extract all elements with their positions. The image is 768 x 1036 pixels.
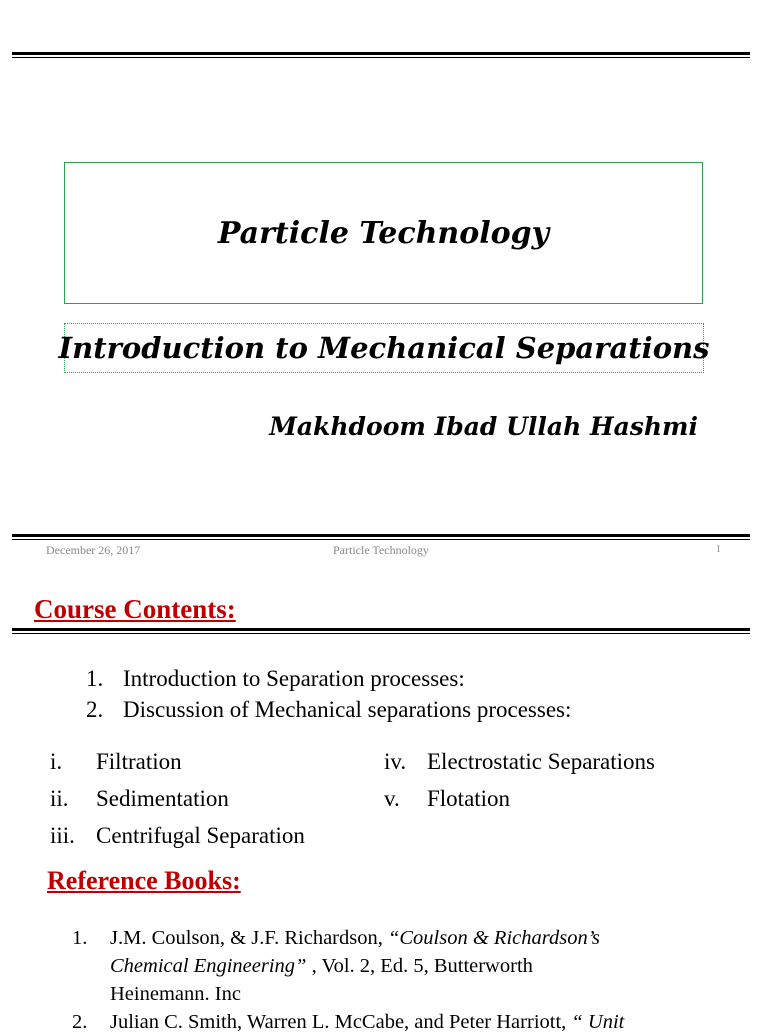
list-item [50, 786, 229, 812]
slide-subtitle: Introduction to Mechanical Separations [58, 331, 710, 365]
reference-item [110, 1008, 624, 1036]
list-item [86, 697, 571, 723]
slide-separator-rule [12, 534, 750, 540]
reference-number: 1. [72, 927, 88, 949]
reference-item [110, 924, 750, 1008]
heading-rule [12, 628, 750, 634]
list-item [50, 823, 305, 849]
item-number: iv. [384, 749, 407, 774]
reference-title: Chemical Engineering” [110, 955, 307, 977]
list-item [86, 666, 465, 692]
item-number: ii. [50, 786, 69, 811]
footer-title: Particle Technology [333, 543, 429, 557]
item-number: 1. [86, 666, 104, 691]
item-text: Introduction to Separation processes: [123, 666, 465, 691]
item-text: Sedimentation [96, 786, 229, 811]
item-text: Electrostatic Separations [427, 749, 656, 774]
top-rule [12, 52, 750, 58]
list-item [384, 749, 655, 775]
item-number: iii. [50, 823, 75, 848]
item-number: 2. [86, 697, 104, 722]
reference-authors: Julian C. Smith, Warren L. McCabe, and Peter Harriott, [110, 1011, 572, 1033]
course-contents-heading: Course Contents: [34, 594, 236, 624]
item-text: Flotation [427, 786, 511, 811]
page-number: 1 [716, 544, 721, 555]
footer-date: December 26, 2017 [46, 543, 141, 557]
title-box [64, 162, 703, 304]
item-text: Discussion of Mechanical separations processes: [123, 697, 572, 722]
reference-publisher: Heinemann. Inc [110, 983, 241, 1005]
item-number: v. [384, 786, 400, 811]
reference-details: , Vol. 2, Ed. 5, Butterworth [306, 955, 533, 977]
reference-books-heading: Reference Books: [47, 866, 241, 895]
reference-authors: J.M. Coulson, & J.F. Richardson, [110, 927, 388, 949]
item-number: i. [50, 749, 63, 774]
item-text: Filtration [96, 749, 182, 774]
slide-title: Particle Technology [217, 215, 550, 251]
author-name: Makhdoom Ibad Ullah Hashmi [269, 412, 698, 441]
list-item [384, 786, 510, 812]
reference-title: “ Unit [571, 1011, 625, 1033]
reference-number: 2. [72, 1011, 88, 1033]
subtitle-box [58, 323, 710, 373]
list-item [50, 749, 182, 775]
reference-title: “Coulson & Richardson’s [387, 927, 600, 949]
item-text: Centrifugal Separation [96, 823, 305, 848]
